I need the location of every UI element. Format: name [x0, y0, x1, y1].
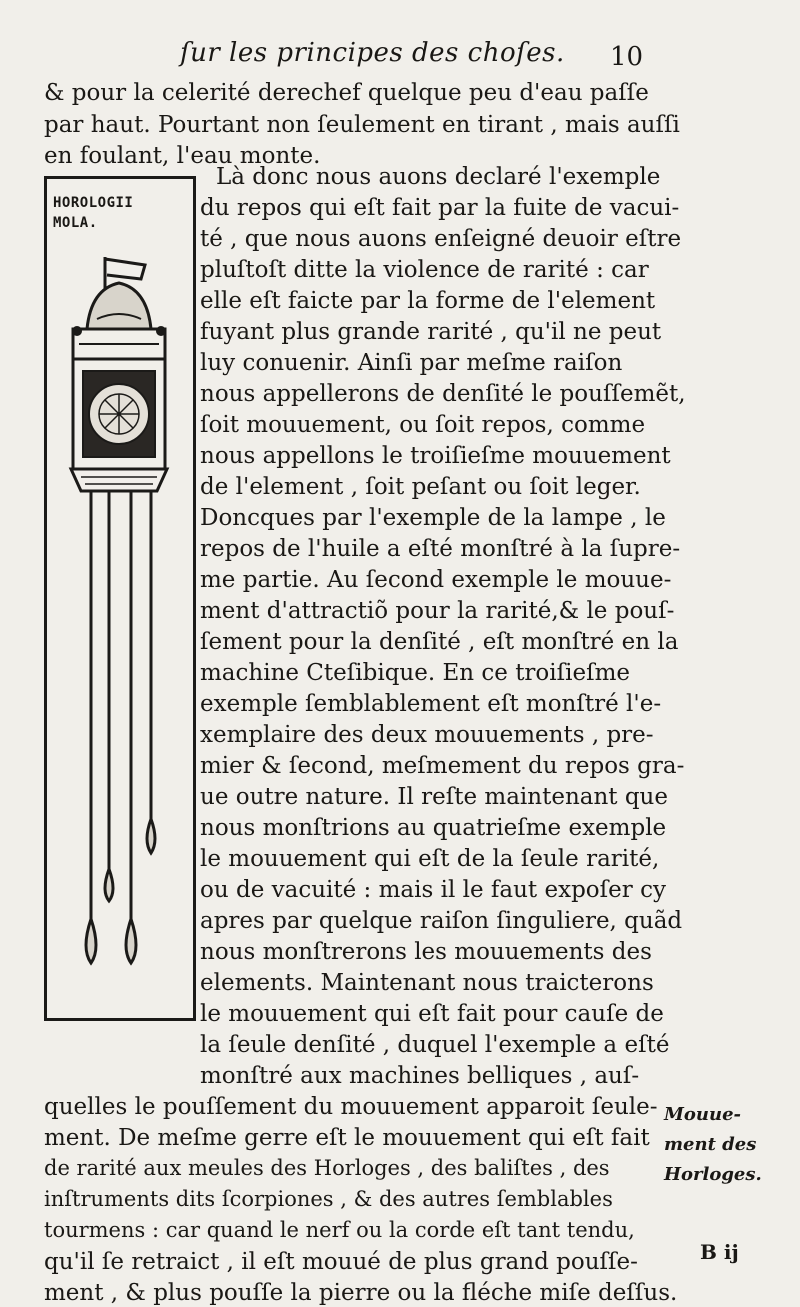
running-title: ſur les principes des choſes. [180, 38, 565, 68]
text-line: la ſeule denſité , duquel l'exemple a eſté [200, 1032, 670, 1058]
text-line: nous monſtrions au quatrieſme exemple [200, 815, 667, 841]
text-line: ſement pour la denſité , eſt monſtré en la [200, 629, 679, 655]
figure-caption-line: HOROLOGII [53, 195, 134, 211]
text-line: & pour la celerité derechef quelque peu d'eau paſſe [44, 80, 649, 106]
margin-note-line: Mouue- [664, 1104, 742, 1125]
text-line: elle eſt faicte par la forme de l'element [200, 288, 656, 314]
margin-note-line: Horloges. [664, 1164, 762, 1185]
text-line: nous monſtrerons les mouuements des [200, 939, 652, 965]
text-line: Doncques par l'exemple de la lampe , le [200, 505, 666, 531]
figure-caption-line: MOLA. [53, 215, 98, 231]
text-line: mier & ſecond, meſmement du repos gra- [200, 753, 685, 779]
text-line: fuyant plus grande rarité , qu'il ne peut [200, 319, 662, 345]
text-line: repos de l'huile a eſté monſtré à la ſupre- [200, 536, 681, 562]
text-line: ment. De meſme gerre eſt le mouuement qui eſt fait [44, 1125, 650, 1151]
clock-woodcut-illustration [47, 179, 199, 1024]
text-line: luy conuenir. Ainſi par meſme raiſon [200, 350, 623, 376]
text-line: quelles le pouſſement du mouuement apparoit ſeule- [44, 1094, 658, 1120]
text-line: nous appellons le troiſieſme mouuement [200, 443, 671, 469]
text-line: apres par quelque raiſon ſinguliere, quãd [200, 908, 683, 934]
page-number: 10 [610, 42, 644, 72]
margin-note-line: ment des [664, 1134, 757, 1155]
text-line: ſoit mouuement, ou ſoit repos, comme [200, 412, 646, 438]
text-line: ou de vacuité : mais il le faut expoſer cy [200, 877, 666, 903]
text-line: ue outre nature. Il reſte maintenant que [200, 784, 668, 810]
text-line: xemplaire des deux mouuements , pre- [200, 722, 654, 748]
text-line: exemple ſemblablement eſt monſtré l'e- [200, 691, 662, 717]
text-line: de rarité aux meules des Horloges , des baliſtes , des [44, 1156, 610, 1180]
text-line: elements. Maintenant nous traicterons [200, 970, 654, 996]
text-line: nous appellerons de denſité le pouſſemẽt, [200, 381, 686, 407]
text-line: inſtruments dits ſcorpiones , & des autres ſemblables [44, 1187, 613, 1211]
text-line: me partie. Au ſecond exemple le mouue- [200, 567, 672, 593]
signature-mark: B ij [700, 1240, 739, 1264]
text-line: té , que nous auons enſeigné deuoir eſtre [200, 226, 682, 252]
text-line: monſtré aux machines belliques , auſ- [200, 1063, 640, 1089]
text-line: pluſtoſt ditte la violence de rarité : car [200, 257, 649, 283]
text-line: tourmens : car quand le nerf ou la corde eſt tant tendu, [44, 1218, 635, 1242]
margin-note [664, 1100, 784, 1190]
text-line: Là donc nous auons declaré l'exemple [216, 164, 661, 190]
text-line: le mouuement qui eſt fait pour cauſe de [200, 1001, 664, 1027]
text-line: le mouuement qui eſt de la ſeule rarité, [200, 846, 660, 872]
text-line: par haut. Pourtant non ſeulement en tirant , mais auſſi [44, 112, 680, 138]
text-line: en foulant, l'eau monte. [44, 143, 321, 169]
text-line: qu'il ſe retraict , il eſt mouué de plus grand pouſſe- [44, 1249, 638, 1275]
text-line: du repos qui eſt fait par la fuite de vacui- [200, 195, 680, 221]
text-line: ment , & plus pouſſe la pierre ou la fléche miſe deſſus. [44, 1280, 678, 1306]
text-line: ment d'attractiõ pour la rarité,& le pouſ- [200, 598, 675, 624]
text-line: machine Cteſibique. En ce troiſieſme [200, 660, 631, 686]
text-line: de l'element , ſoit peſant ou ſoit leger. [200, 474, 641, 500]
woodcut-figure [44, 176, 196, 1021]
